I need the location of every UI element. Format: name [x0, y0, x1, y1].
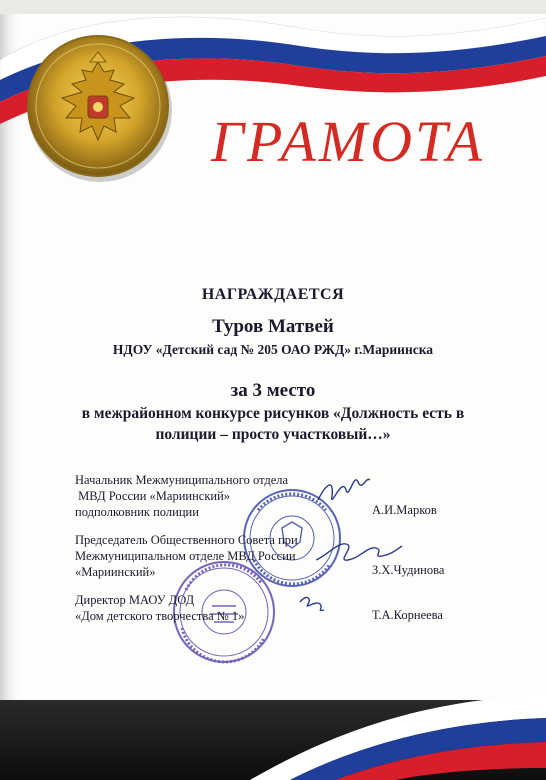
awarded-heading: НАГРАЖДАЕТСЯ	[201, 286, 345, 303]
recipient-organization: НДОУ «Детский сад № 205 ОАО РЖД» г.Мариинска	[112, 342, 434, 357]
signatory-1-line-1: Начальник Межмуниципального отдела	[75, 473, 289, 487]
signatory-1-name: А.И.Марков	[372, 503, 437, 517]
signatory-1-line-3: подполковник полиции	[75, 505, 199, 519]
signatory-3-line-2: «Дом детского творчества № 1»	[75, 609, 245, 623]
signatory-1-title	[75, 472, 288, 520]
contest-description-line2: полиции – просто участковый…»	[155, 426, 391, 443]
certificate-title: ГРАМОТА	[211, 109, 485, 174]
signatory-2-name: З.Х.Чудинова	[372, 563, 445, 577]
signatory-2-line-3: «Мариинский»	[75, 565, 156, 579]
signatory-2-line-1: Председатель Общественного Совета при	[75, 533, 298, 547]
recipient-name: Туров Матвей	[212, 316, 334, 337]
signatory-2-title	[75, 532, 298, 580]
signatory-3-name: Т.А.Корнеева	[372, 608, 443, 622]
contest-description-line1: в межрайонном конкурсе рисунков «Должность есть в	[81, 405, 465, 422]
signature	[300, 479, 402, 610]
signatory-1-line-2: МВД России «Мариинский»	[75, 489, 231, 503]
award-place: за 3 место	[230, 380, 316, 401]
signatory-3-line-1: Директор МАОУ ДОД	[75, 593, 195, 607]
signatory-2-line-2: Межмуниципальном отделе МВД России	[75, 549, 296, 563]
signatory-3-title	[75, 592, 244, 624]
